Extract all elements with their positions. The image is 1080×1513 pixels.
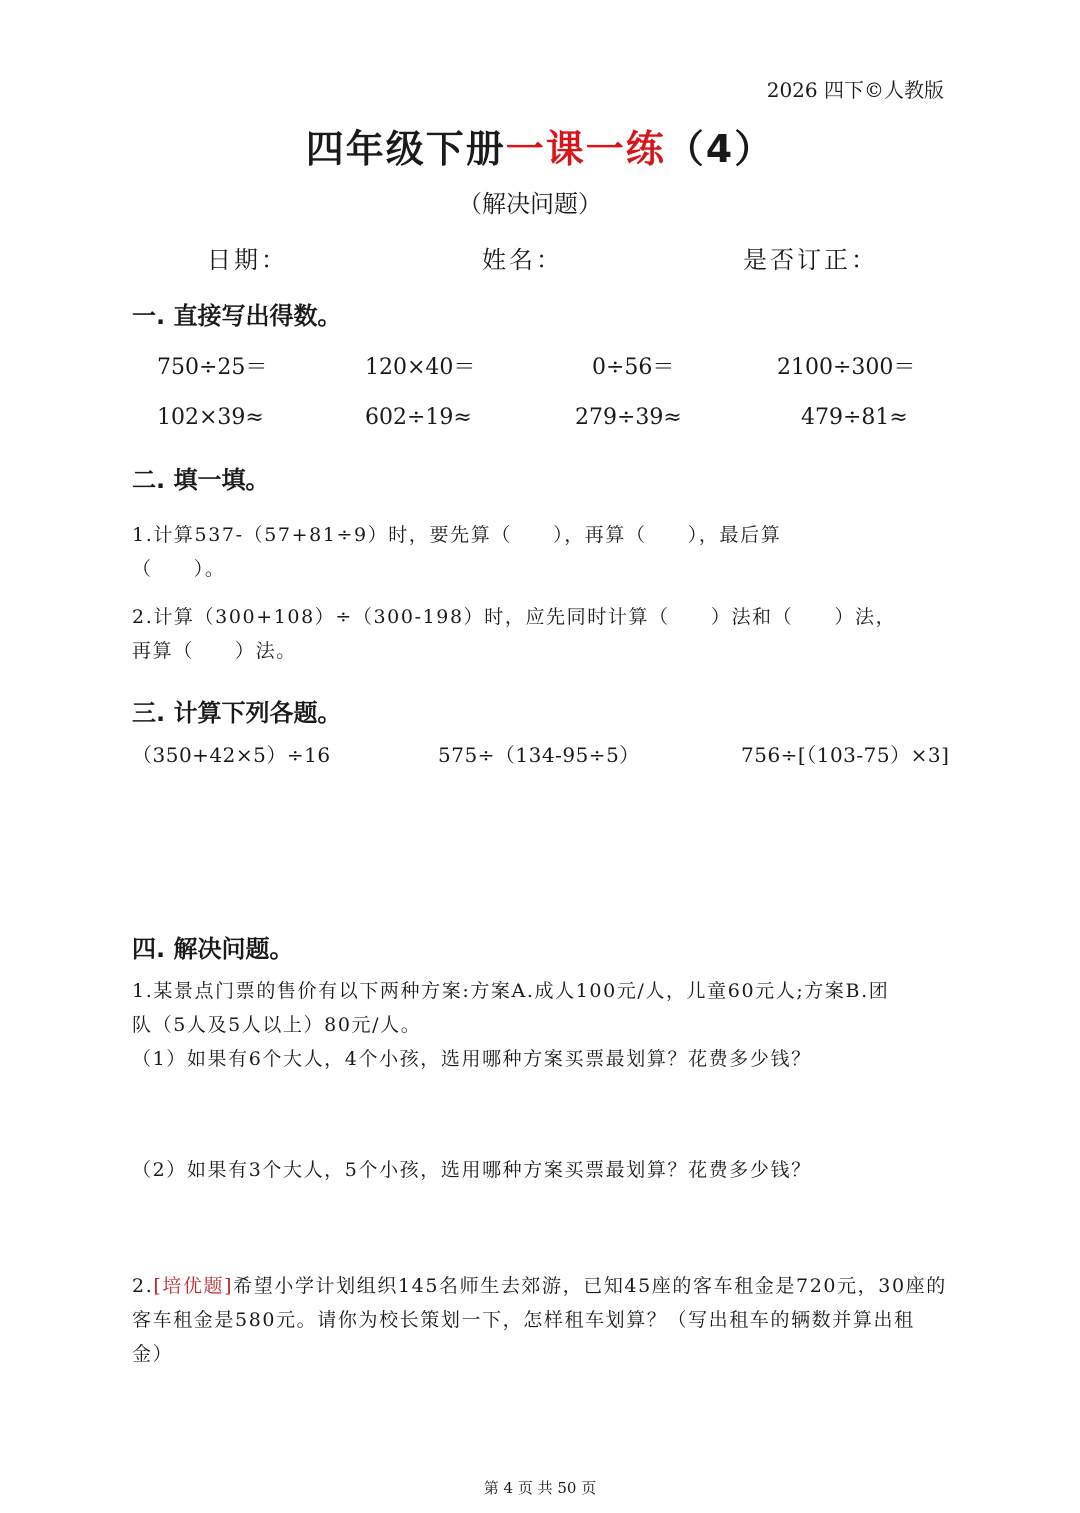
- calc-item: 750÷25＝: [157, 355, 268, 380]
- date-field-label: 日期：: [207, 246, 288, 274]
- calc-item: 120×40＝: [365, 355, 476, 380]
- calc-item: 479÷81≈: [801, 405, 908, 430]
- section-3-heading: 三. 计算下列各题。: [132, 699, 342, 727]
- problem-2-line-3: 金）: [132, 1343, 174, 1365]
- problem-2-number: 2.: [132, 1275, 154, 1297]
- fill-question-2-line-2: 再算（ ）法。: [132, 640, 297, 662]
- page-title: [0, 118, 1080, 173]
- problem-1-subquestion-2: （2）如果有3个大人，5个小孩，选用哪种方案买票最划算？花费多少钱？: [132, 1159, 812, 1181]
- corrected-field-label: 是否订正：: [743, 246, 878, 274]
- title-main: 四年级下册: [305, 127, 506, 171]
- section-4-heading: 四. 解决问题。: [132, 935, 294, 963]
- calc-item: 2100÷300＝: [777, 355, 916, 380]
- problem-1-line-1: 1.某景点门票的售价有以下两种方案:方案A.成人100元/人，儿童60元人;方案B.团: [132, 980, 890, 1002]
- calc-item: 279÷39≈: [575, 405, 682, 430]
- fill-question-2-line-1: 2.计算（300+108）÷（300-198）时，应先同时计算（ ）法和（ ）法，: [132, 606, 897, 628]
- page-number: 第 4 页 共 50 页: [483, 1479, 597, 1497]
- title-number: （4）: [665, 127, 775, 171]
- calc-item: 102×39≈: [157, 405, 264, 430]
- fill-question-1-line-2: （ ）。: [132, 558, 226, 580]
- calc-item: 0÷56＝: [592, 355, 675, 380]
- problem-1-line-2: 队（5人及5人以上）80元/人。: [132, 1014, 422, 1036]
- title-highlight: 一课一练: [505, 127, 666, 171]
- problem-1-subquestion-1: （1）如果有6个大人，4个小孩，选用哪种方案买票最划算？花费多少钱？: [132, 1048, 812, 1070]
- problem-2-text: 希望小学计划组织145名师生去郊游，已知45座的客车租金是720元，30座的: [233, 1275, 947, 1297]
- page-subtitle: （解决问题）: [458, 190, 602, 218]
- problem-2-line-2: 客车租金是580元。请你为校长策划一下，怎样租车划算？（写出租车的辆数并算出租: [132, 1309, 915, 1331]
- fill-question-1-line-1: 1.计算537-（57+81÷9）时，要先算（ ），再算（ ），最后算: [132, 524, 782, 546]
- problem-2-line-1: [132, 1271, 947, 1298]
- calc-expression: （350+42×5）÷16: [132, 743, 331, 767]
- section-1-heading: 一. 直接写出得数。: [132, 302, 342, 330]
- calc-expression: 756÷[（103-75）×3]: [741, 743, 950, 767]
- calc-expression: 575÷（134-95÷5）: [438, 743, 640, 767]
- advanced-tag: [培优题]: [153, 1275, 234, 1297]
- name-field-label: 姓名：: [482, 246, 563, 274]
- calc-item: 602÷19≈: [365, 405, 472, 430]
- section-2-heading: 二. 填一填。: [132, 466, 270, 494]
- header-note: 2026 四下©人教版: [766, 78, 944, 102]
